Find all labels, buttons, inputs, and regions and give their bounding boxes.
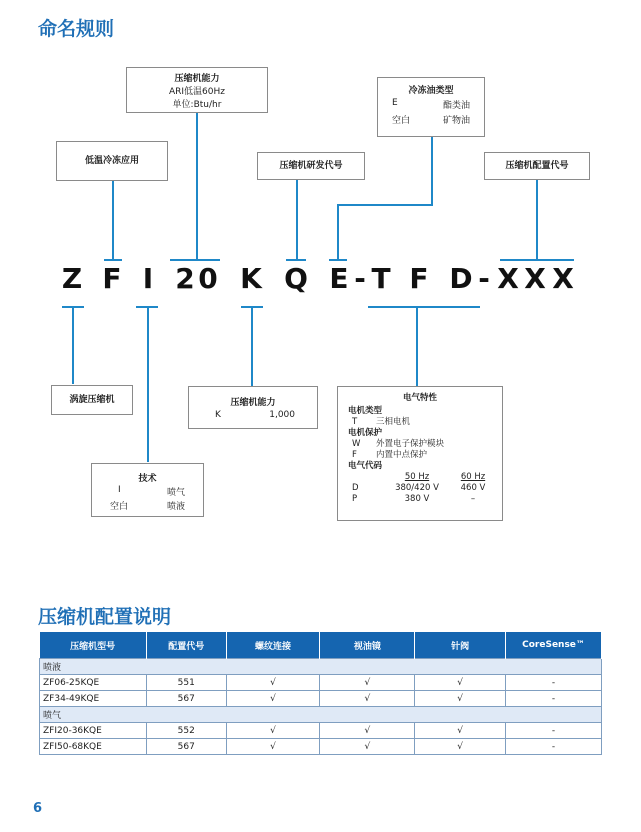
code-char: X [552, 262, 574, 295]
cell-model: ZF34-49KQE [40, 691, 147, 707]
group-label: 喷气 [40, 707, 602, 723]
motor-type-label: 电机类型 [348, 406, 383, 416]
cell-sight-glass: √ [320, 675, 415, 691]
table-group-row [40, 659, 602, 675]
technology-title: 技术 [138, 474, 157, 484]
cell-sight-glass: √ [320, 723, 415, 739]
cell-thread: √ [226, 739, 320, 755]
cell-model: ZF06-25KQE [40, 675, 147, 691]
oil-type-blank: 空白 [392, 116, 411, 126]
connector-line [337, 204, 339, 261]
tech-i: I [118, 485, 121, 495]
voltage-p-code: P [352, 494, 358, 504]
voltage-d-50: 380/420 V [395, 483, 439, 493]
cell-thread: √ [226, 723, 320, 739]
code-char: - [478, 262, 490, 295]
scroll-compressor-box [51, 385, 133, 415]
cell-config-code: 567 [146, 691, 226, 707]
connector-line [431, 137, 433, 205]
connector-line [196, 113, 198, 261]
table-row [40, 723, 602, 739]
low-temp-box-title: 低温冷冻应用 [84, 156, 139, 166]
oil-type-box [377, 77, 485, 137]
connector-line [536, 180, 538, 261]
voltage-d-code: D [352, 483, 359, 493]
protection-f-desc: 内置中点保护 [376, 450, 428, 460]
capacity-multiplier-box [188, 386, 318, 429]
capacity-multiplier-title: 压缩机能力 [230, 398, 276, 408]
low-temp-box [56, 141, 168, 181]
cell-coresense: - [506, 691, 602, 707]
cell-config-code: 552 [146, 723, 226, 739]
table-row [40, 739, 602, 755]
motor-protection-label: 电机保护 [348, 428, 383, 438]
cell-needle-valve: √ [415, 675, 506, 691]
header-config-code: 配置代号 [146, 632, 226, 659]
header-sight-glass: 视油镜 [320, 632, 415, 659]
voltage-d-60: 460 V [460, 483, 486, 493]
oil-type-title: 冷冻油类型 [408, 86, 454, 96]
cell-thread: √ [226, 691, 320, 707]
tech-liquid: 喷液 [166, 502, 185, 512]
connector-bar [368, 306, 480, 308]
cell-needle-valve: √ [415, 691, 506, 707]
protection-w-desc: 外置电子保护模块 [376, 439, 445, 449]
electrical-title: 电气特性 [402, 393, 437, 403]
connector-line [251, 306, 253, 386]
config-code-box [484, 152, 590, 180]
naming-rules-title: 命名规则 [38, 18, 115, 40]
motor-t-code: T [352, 417, 358, 427]
table-row [40, 691, 602, 707]
connector-line [72, 306, 74, 384]
header-model: 压缩机型号 [40, 632, 147, 659]
code-char: - [354, 262, 366, 295]
dev-code-box-title: 压缩机研发代号 [279, 161, 343, 171]
connector-bar [500, 259, 574, 261]
protection-w-code: W [352, 439, 361, 449]
code-char: Z [61, 262, 83, 295]
capacity-box-line1: ARI低温60Hz [168, 87, 225, 97]
cell-sight-glass: √ [320, 691, 415, 707]
capacity-box [126, 67, 268, 113]
code-char: F [409, 262, 429, 295]
technology-box [91, 463, 204, 517]
code-char: K [240, 262, 262, 295]
electrical-box [337, 386, 503, 521]
cell-coresense: - [506, 723, 602, 739]
cell-sight-glass: √ [320, 739, 415, 755]
connector-bar [286, 259, 306, 261]
group-label: 喷液 [40, 659, 602, 675]
motor-t-desc: 三相电机 [376, 417, 411, 427]
protection-f-code: F [352, 450, 357, 460]
cell-model: ZFI50-68KQE [40, 739, 147, 755]
capacity-box-title: 压缩机能力 [174, 74, 220, 84]
table-row [40, 675, 602, 691]
electrical-code-label: 电气代码 [348, 461, 383, 471]
connector-elbow [337, 204, 433, 206]
connector-line [112, 181, 114, 261]
table-group-row [40, 707, 602, 723]
oil-type-e: E [392, 98, 398, 108]
code-char: 0 [198, 262, 218, 295]
code-char: Q [284, 262, 308, 295]
hz50-header: 50 Hz [404, 472, 430, 482]
header-needle-valve: 针阀 [415, 632, 506, 659]
tech-vapor: 喷气 [166, 488, 185, 498]
connector-line [296, 180, 298, 261]
header-thread: 螺纹连接 [226, 632, 320, 659]
code-char: E [329, 262, 349, 295]
connector-bar [329, 259, 347, 261]
connector-line [416, 306, 418, 386]
cell-model: ZFI20-36KQE [40, 723, 147, 739]
capacity-1000: 1,000 [269, 410, 295, 420]
connector-bar [170, 259, 220, 261]
cell-coresense: - [506, 675, 602, 691]
config-table-header [40, 632, 602, 659]
cell-config-code: 567 [146, 739, 226, 755]
voltage-p-50: 380 V [404, 494, 430, 504]
voltage-p-60: – [470, 494, 476, 504]
cell-needle-valve: √ [415, 723, 506, 739]
oil-type-mineral: 矿物油 [442, 116, 470, 126]
hz60-header: 60 Hz [460, 472, 486, 482]
config-code-box-title: 压缩机配置代号 [505, 161, 569, 171]
connector-line [147, 306, 149, 462]
header-coresense: CoreSense™ [506, 632, 602, 659]
code-char: X [524, 262, 546, 295]
code-char: I [142, 262, 154, 295]
oil-type-ester: 酯类油 [442, 101, 470, 111]
cell-thread: √ [226, 675, 320, 691]
dev-code-box [257, 152, 365, 180]
code-char: D [449, 262, 473, 295]
page-number: 6 [33, 801, 43, 816]
config-title: 压缩机配置说明 [38, 606, 172, 628]
cell-config-code: 551 [146, 675, 226, 691]
capacity-k: K [215, 410, 221, 420]
connector-bar [104, 259, 122, 261]
cell-needle-valve: √ [415, 739, 506, 755]
capacity-box-line2: 单位:Btu/hr [172, 100, 222, 110]
code-char: X [497, 262, 519, 295]
scroll-compressor-title: 涡旋压缩机 [69, 395, 115, 405]
config-table [39, 632, 602, 755]
code-char: 2 [175, 262, 195, 295]
cell-coresense: - [506, 739, 602, 755]
code-char: T [371, 262, 391, 295]
code-char: F [102, 262, 122, 295]
tech-blank: 空白 [110, 502, 129, 512]
